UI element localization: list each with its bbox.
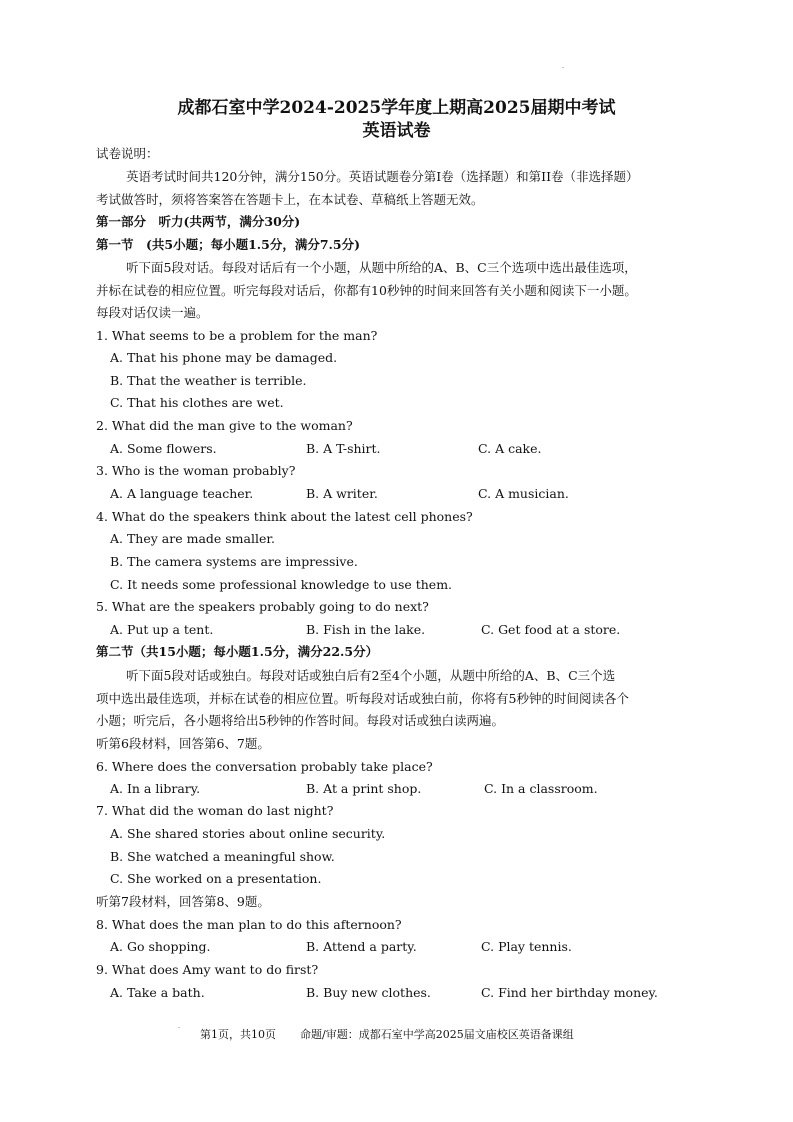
question-stem: 8. What does the man plan to do this afternoon? [96,917,402,932]
directions-line: 小题；听完后，各小题将给出5秒钟的作答时间。每段对话或独白读两遍。 [96,713,504,728]
material-note: 听第7段材料，回答第8、9题。 [96,894,270,909]
option-a: A. Some flowers. [110,441,217,456]
section-heading: 第二节（共15小题；每小题1.5分，满分22.5分） [96,644,379,659]
option-c: C. A cake. [478,441,542,456]
exam-subtitle: 英语试卷 [362,121,431,141]
option-b: B. A T-shirt. [306,441,381,456]
scan-dot: . [178,1023,180,1030]
option-b: B. Attend a party. [306,939,417,954]
option-a: A. Take a bath. [110,985,205,1000]
instructions-line: 考试做答时，须将答案答在答题卡上，在本试卷、草稿纸上答题无效。 [96,192,484,207]
directions-line: 每段对话仅读一遍。 [96,305,209,320]
option-a: A. A language teacher. [110,486,254,501]
option-b: B. At a print shop. [306,781,422,796]
question-stem: 9. What does Amy want to do first? [96,962,319,977]
option-a: A. In a library. [110,781,201,796]
directions-line: 并标在试卷的相应位置。听完每段对话后，你都有10秒钟的时间来回答有关小题和阅读下一小题。 [96,283,637,298]
option-b: B. She watched a meaningful show. [110,849,335,864]
option-c: C. Play tennis. [481,939,572,954]
option-b: B. Buy new clothes. [306,985,431,1000]
option-b: B. Fish in the lake. [306,622,426,637]
option-c: C. Find her birthday money. [481,985,658,1000]
part-heading: 第一部分 听力(共两节，满分30分) [96,214,301,229]
option-c: C. She worked on a presentation. [110,871,322,886]
option-b: B. That the weather is terrible. [110,373,307,388]
exam-title: 成都石室中学2024-2025学年度上期高2025届期中考试 [177,98,616,118]
option-b: B. A writer. [306,486,378,501]
directions-line: 项中选出最佳选项，并标在试卷的相应位置。听每段对话或独白前，你将有5秒钟的时间阅读各个 [96,691,629,706]
option-a: A. That his phone may be damaged. [110,350,338,365]
footer-credit: 命题/审题：成都石室中学高2025届文庙校区英语备课组 [300,1028,574,1041]
question-stem: 2. What did the man give to the woman? [96,418,353,433]
option-a: A. They are made smaller. [110,531,275,546]
instructions-line: 英语考试时间共120分钟，满分150分。英语试题卷分第I卷（选择题）和第II卷（非选择题） [126,169,639,184]
option-c: C. In a classroom. [484,781,598,796]
option-a: A. Put up a tent. [110,622,214,637]
option-a: A. Go shopping. [110,939,211,954]
material-note: 听第6段材料，回答第6、7题。 [96,736,270,751]
directions-line: 听下面5段对话或独白。每段对话或独白后有2至4个小题，从题中所给的A、B、C三个选 [126,668,616,683]
question-stem: 6. Where does the conversation probably take place? [96,759,433,774]
question-stem: 5. What are the speakers probably going to do next? [96,599,429,614]
question-stem: 7. What did the woman do last night? [96,803,334,818]
option-c: C. A musician. [478,486,569,501]
option-c: C. It needs some professional knowledge to use them. [110,577,453,592]
instructions-label: 试卷说明： [96,146,159,161]
directions-line: 听下面5段对话。每段对话后有一个小题，从题中所给的A、B、C三个选项中选出最佳选项， [126,260,637,275]
question-stem: 3. Who is the woman probably? [96,463,296,478]
option-b: B. The camera systems are impressive. [110,554,358,569]
footer-page-info: 第1页，共10页 [200,1028,276,1041]
option-c: C. That his clothes are wet. [110,395,284,410]
question-stem: 1. What seems to be a problem for the man? [96,328,378,343]
option-c: C. Get food at a store. [481,622,621,637]
section-heading: 第一节 (共5小题；每小题1.5分，满分7.5分) [96,237,361,252]
option-a: A. She shared stories about online security. [110,826,386,841]
question-stem: 4. What do the speakers think about the latest cell phones? [96,509,473,524]
scan-dot: . [562,63,564,70]
